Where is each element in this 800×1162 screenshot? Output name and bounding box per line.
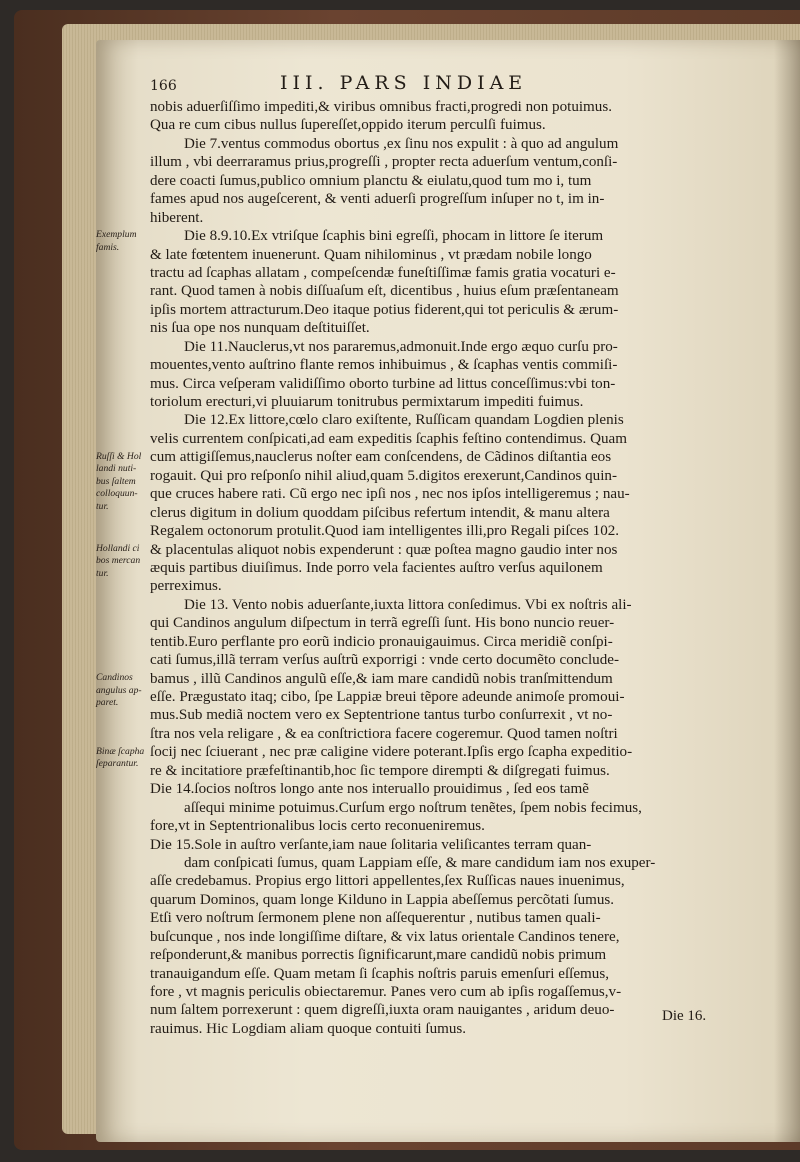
text-line: bamus , illũ Candinos angulũ eſſe,& iam mare candidũ nobis tranſmittendum <box>150 670 613 687</box>
text-line: toriolum erecturi,vi pluuiarum tonitrubus permixtarum impediti fuimus. <box>150 394 584 410</box>
running-head <box>150 72 670 98</box>
text-line: nis ſua ope nos nunquam deſtituiſſet. <box>150 320 370 337</box>
text-line: rogauit. Qui pro reſponſo nihil aliud,quam 5.digitos erexerunt,Candinos quin- <box>150 467 617 484</box>
text-line: cati ſumus,illã terram verſus auſtrũ exporrigi : vnde certo documẽto conclude- <box>150 652 620 669</box>
margin-note <box>96 451 156 514</box>
text-line: nobis aduerſiſſimo impediti,& viribus omnibus fracti,progredi non potuimus. <box>150 99 612 115</box>
text-line: clerus digitum in dolium quoddam piſcibus refertum intendit, & manu altera <box>150 504 610 521</box>
text-line: buſcunque , nos inde longiſſime diſtare, & vix latus orientale Candinos tenere, <box>150 928 620 945</box>
margin-note-line: Ruſſi & Hol <box>96 450 142 462</box>
text-line: ſtra nos vela religare , & ea conſtrictiora facere cogeremur. Quod tamen noſtri <box>150 725 618 742</box>
text-line: mouentes,vento auſtrino flante remos inhibuimus , & ſcaphas ventis commiſi- <box>150 357 618 374</box>
margin-note-line: Hollandi ci <box>96 542 140 554</box>
text-line: aſſe credebamus. Propius ergo littori appellentes,ſex Ruſſicas naues inuenimus, <box>150 873 625 890</box>
margin-note <box>96 672 156 710</box>
text-line: dam conſpicati ſumus, quam Lappiam eſſe, & mare candidum iam nos exuper- <box>184 854 656 871</box>
text-line: re & incitatiore præfeſtinantib,hoc ſic tempore dirempti & diſgregati fuimus. <box>150 762 610 779</box>
margin-note-line: Binæ ſcapha <box>96 745 145 757</box>
body-text <box>150 98 712 1038</box>
text-line: perreximus. <box>150 578 222 595</box>
margin-note-line: bos mercan <box>96 555 141 567</box>
page-number: 166 <box>150 78 177 94</box>
running-title: III. PARS INDIAE <box>280 72 528 94</box>
text-line: cum attigiſſemus,nauclerus noſter eam conſcendens, de Cãdinos diſtantia eos <box>150 449 612 466</box>
text-line: reſponderunt,& manibus porrectis ſignificarunt,mare candidũ nobis primum <box>150 947 607 964</box>
margin-note-line: bus ſaltem <box>96 475 136 487</box>
text-line: & late fœtentem inuenerunt. Quam nihilominus , vt prædam nobile longo <box>150 246 592 263</box>
text-line: Qua re cum cibus nullus ſupereſſet,oppido iterum perculſi fuimus. <box>150 117 546 134</box>
text-line: ſocij nec ſciuerant , nec præ caligine videre poterant.Ipſis ergo ſcapha expeditio- <box>150 744 633 761</box>
text-line: que cruces habere rati. Cũ ergo nec ipſi nos , nec nos ipſos intelligeremus ; nau- <box>150 486 630 503</box>
text-line: Regalem octonorum protulit.Quod iam intelligentes illi,pro Regali piſces 102. <box>150 523 620 540</box>
text-line: ipſis mortem attracturum.Deo itaque potius fiderent,qui tot periculis & ærum- <box>150 301 619 318</box>
text-line: rant. Quod tamen à nobis diſſuaſum eſt, dicentibus , huius eſum præſentaneam <box>150 283 619 300</box>
text-line: Die 12.Ex littore,cœlo claro exiſtente, Ruſſicam quandam Logdien plenis <box>184 412 624 429</box>
margin-note <box>96 746 156 771</box>
text-line: fore , vt magnis periculis obiectaremur. Panes vero cum ab ipſis rogaſſemus,v- <box>150 984 622 1000</box>
margin-note <box>96 229 156 254</box>
spine-shadow <box>774 40 800 1142</box>
margin-note-line: landi nuti- <box>96 463 137 475</box>
text-line: rauimus. Hic Logdiam aliam quoque contuiti ſumus. <box>150 1020 467 1037</box>
text-line: mus. Circa veſperam validiſſimo oborto turbine ad littus conceſſimus:vbi ton- <box>150 375 616 392</box>
text-line: Die 13. Vento nobis aduerſante,iuxta littora conſedimus. Vbi ex noſtris ali- <box>184 596 632 613</box>
margin-note-line: tur. <box>96 567 109 579</box>
text-line: æquis partibus diuiſimus. Inde porro vela facientes auſtro verſus aquilonem <box>150 559 603 576</box>
text-line: Die 15.Sole in auſtro verſante,iam naue ſolitaria veliſicantes terram quan- <box>150 836 592 853</box>
text-line: fore,vt in Septentrionalibus locis certo reconueniremus. <box>150 818 485 835</box>
text-line: Die 14.ſocios noſtros longo ante nos interuallo prouidimus , ſed eos tamẽ <box>150 781 589 798</box>
margin-note-line: famis. <box>96 241 120 253</box>
text-line: Die 7.ventus commodus obortus ,ex ſinu nos expulit : à quo ad angulum <box>184 135 619 152</box>
text-line: quarum Dominos, quam longe Kilduno in Lappia abeſſemus percõtati ſumus. <box>150 891 615 908</box>
text-line: Etſi vero noſtrum ſermonem plene non aſſequerentur , nutibus tamen quali- <box>150 910 601 927</box>
text-line: tractu ad ſcaphas allatam , compeſcendæ funeſtiſſimæ famis gratia vocaturi e- <box>150 264 616 281</box>
text-line: qui Candinos angulum diſpectum in terrã egreſſi ſunt. His bono nuncio reuer- <box>150 615 615 632</box>
text-line: fames apud nos augeſcerent, & venti aduerſi progreſſum inſuper no t, im in- <box>150 191 605 208</box>
text-line: num ſaltem porrexerunt : quem digreſſi,iuxta oram nauigantes , aridum deuo- <box>150 1002 615 1019</box>
text-line: tentib.Euro perflante pro eorũ indicio pronauigauimus. Circa meridiẽ conſpi- <box>150 633 613 650</box>
text-line: eſſe. Prægustato itaq; cibo, ſpe Lappiæ breui tẽpore adeunde animoſe promoui- <box>150 689 625 705</box>
catchword: Die 16. <box>662 1008 707 1024</box>
text-line: Die 11.Nauclerus,vt nos pararemus,admonuit.Inde ergo æquo curſu pro- <box>184 338 618 355</box>
text-line: aſſequi minime potuimus.Curſum ergo noſtrum tenẽtes, ſpem nobis fecimus, <box>184 799 642 816</box>
margin-note <box>96 543 156 581</box>
margin-note-line: tur. <box>96 500 109 512</box>
text-line: illum , vbi deerraramus prius,progreſſi , propter recta aduerſum ventum,conſi- <box>150 154 618 171</box>
text-line: & placentulas aliquot nobis expenderunt : quæ poſtea magno gaudio inter nos <box>150 541 618 558</box>
text-line: tranauigandum eſſe. Quam metam ſi ſcaphis noſtris paruis emenſuri eſſemus, <box>150 965 609 982</box>
text-line: velis currentem conſpicati,ad eam expeditis ſcaphis feſtino contendimus. Quam <box>150 430 627 447</box>
margin-note-line: paret. <box>96 697 119 709</box>
text-line: Die 8.9.10.Ex vtriſque ſcaphis bini egreſſi, phocam in littore ſe iterum <box>184 228 604 245</box>
margin-note-line: colloquun- <box>96 488 138 500</box>
text-line: dere coacti ſumus,publico omnium planctu & eiulatu,quod tum mo i, tum <box>150 172 592 189</box>
margin-note-line: Exemplum <box>96 229 137 241</box>
text-line: hiberent. <box>150 209 204 226</box>
margin-note-line: angulus ap- <box>96 684 142 696</box>
text-line: mus.Sub mediã noctem vero ex Septentrione tantus turbo conſurrexit , vt no- <box>150 707 613 724</box>
margin-note-line: Candinos <box>96 671 133 683</box>
margin-note-line: ſeparantur. <box>96 758 139 770</box>
